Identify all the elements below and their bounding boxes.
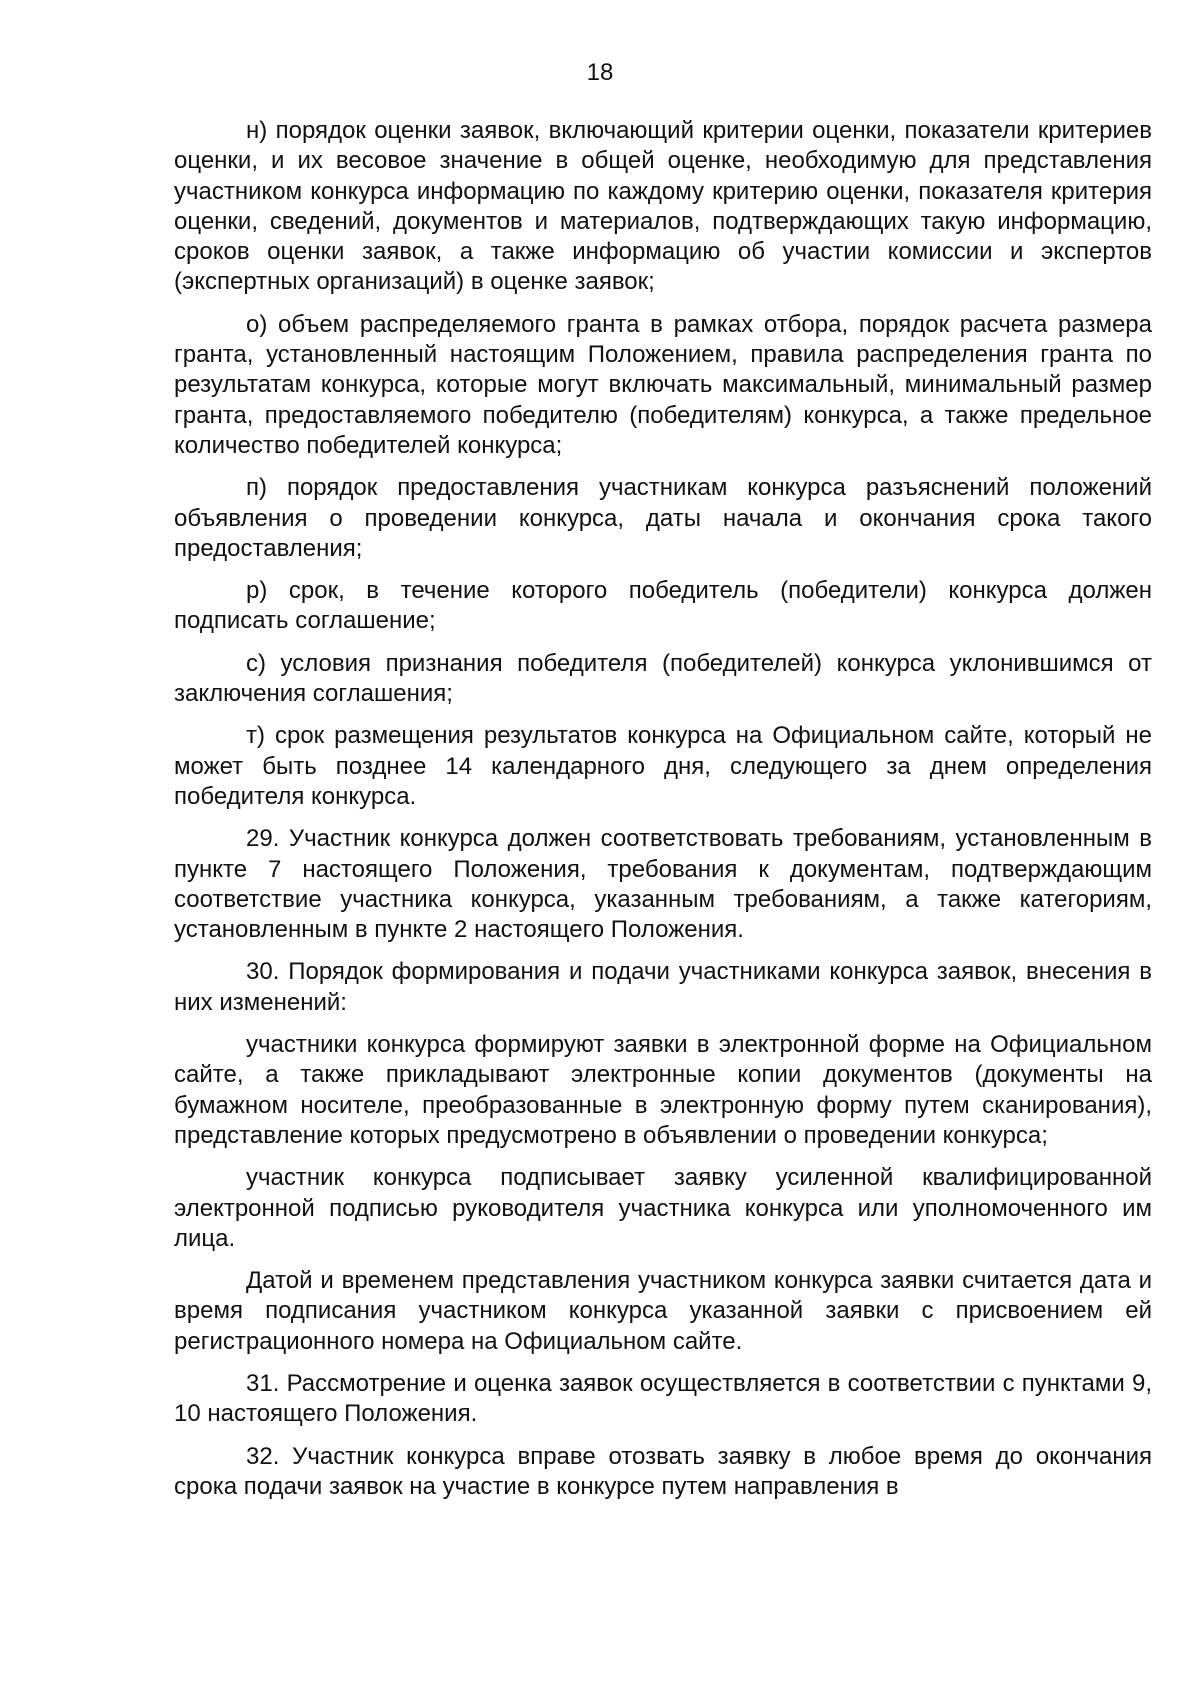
paragraph-32: 32. Участник конкурса вправе отозвать заявку в любое время до окончания срока подачи заявок на участие в конкурсе путем направления в <box>174 1442 1152 1500</box>
paragraph-30: 30. Порядок формирования и подачи участниками конкурса заявок, внесения в них изменений: <box>174 958 1152 1016</box>
page-number: 18 <box>586 59 614 86</box>
paragraph-p: п) порядок предоставления участникам конкурса разъяснений положений объявления о проведении конкурса, даты начала и окончания срока такого предоставления; <box>174 474 1152 562</box>
paragraph-29: 29. Участник конкурса должен соответствовать требованиям, установленным в пункте 7 настоящего Положения, требования к документам, подтверждающим соответствие участника конкурса, указанным требованиям, а также категориям, установленным в пункте 2 настоящего Положения. <box>174 825 1152 944</box>
paragraph-30-signature: участник конкурса подписывает заявку усиленной квалифицированной электронной подписью руководителя участника конкурса или уполномоченного им лица. <box>174 1164 1152 1252</box>
paragraph-30-datetime: Датой и временем представления участником конкурса заявки считается дата и время подписания участником конкурса указанной заявки с присвоением ей регистрационного номера на Официальном сайте. <box>174 1267 1152 1355</box>
paragraph-31: 31. Рассмотрение и оценка заявок осуществляется в соответствии с пунктами 9, 10 настоящего Положения. <box>174 1369 1152 1428</box>
paragraph-s: с) условия признания победителя (победителей) конкурса уклонившимся от заключения соглашения; <box>174 649 1152 708</box>
paragraph-t: т) срок размещения результатов конкурса на Официальном сайте, который не может быть позднее 14 календарного дня, следующего за днем определения победителя конкурса. <box>174 722 1152 810</box>
document-body <box>174 116 1152 1514</box>
paragraph-o: о) объем распределяемого гранта в рамках отбора, порядок расчета размера гранта, установленный настоящим Положением, правила распределения гранта по результатам конкурса, которые могут включать максимальный, минимальный размер гранта, предоставляемого победителю (победителям) конкурса, а также предельное количество победителей конкурса; <box>174 310 1152 459</box>
paragraph-30-submission: участники конкурса формируют заявки в электронной форме на Официальном сайте, а также прикладывают электронные копии документов (документы на бумажном носителе, преобразованные в электронную форму путем сканирования), представление которых предусмотрено в объявлении о проведении конкурса; <box>174 1031 1152 1149</box>
paragraph-r: р) срок, в течение которого победитель (победители) конкурса должен подписать соглашение; <box>174 577 1152 635</box>
paragraph-n: н) порядок оценки заявок, включающий критерии оценки, показатели критериев оценки, и их весовое значение в общей оценке, необходимую для представления участником конкурса информацию по каждому критерию оценки, показателя критерия оценки, сведений, документов и материалов, подтверждающих такую информацию, сроков оценки заявок, а также информацию об участии комиссии и экспертов (экспертных организаций) в оценке заявок; <box>174 117 1152 296</box>
